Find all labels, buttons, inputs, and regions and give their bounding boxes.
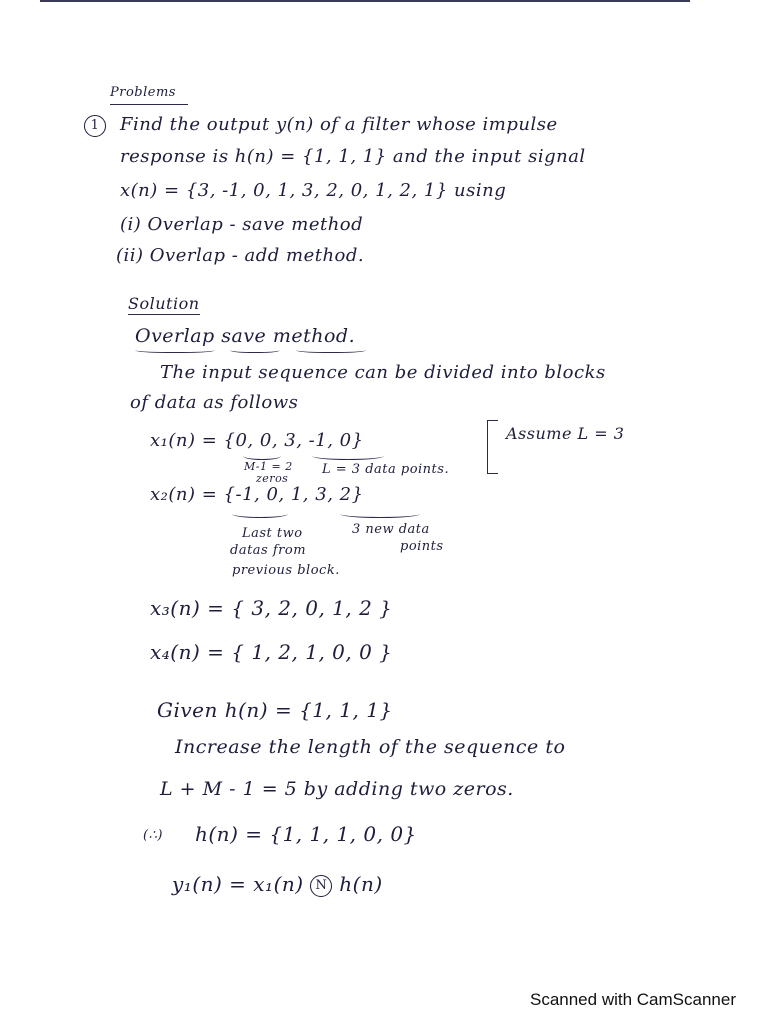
x2-note-datas-from: datas from	[230, 543, 307, 558]
camscanner-watermark: Scanned with CamScanner	[529, 990, 736, 1009]
problem-line-3: x(n) = {3, -1, 0, 1, 3, 2, 0, 1, 2, 1} using	[120, 180, 507, 201]
circular-convolution-symbol: N	[310, 875, 332, 897]
block-x3: x₃(n) = { 3, 2, 0, 1, 2 }	[150, 596, 393, 620]
problem-number-circle: 1	[84, 115, 106, 137]
intro-line-1: The input sequence can be divided into blocks	[160, 362, 606, 383]
brace-last-two	[232, 510, 288, 518]
brace-new-data	[340, 510, 420, 518]
y1-equation	[172, 872, 383, 897]
heading-underline	[110, 104, 188, 105]
x1-note-zeros: zeros	[256, 472, 289, 485]
problem-number	[84, 115, 106, 137]
x2-note-new-data: 3 new data	[352, 522, 430, 537]
problem-part-1: (i) Overlap - save method	[120, 214, 364, 235]
method-title-underline-3	[296, 346, 366, 353]
increase-line-2: L + M - 1 = 5 by adding two zeros.	[160, 778, 514, 800]
brace-zeros	[243, 452, 281, 460]
heading-problems: Problems	[110, 85, 176, 100]
therefore-label: (∴)	[143, 828, 163, 843]
method-title-underline-2	[230, 346, 280, 353]
problem-line-2: response is h(n) = {1, 1, 1} and the input signal	[120, 146, 586, 167]
solution-underline	[128, 314, 200, 315]
given-h: Given h(n) = {1, 1, 1}	[157, 698, 393, 722]
y1-right: h(n)	[339, 872, 383, 896]
brace-data-points	[312, 452, 384, 460]
assume-bracket	[487, 420, 498, 474]
problem-line-1: Find the output y(n) of a filter whose impulse	[120, 114, 558, 135]
intro-line-2: of data as follows	[130, 392, 299, 413]
x1-note-m1: M-1 = 2	[244, 460, 293, 473]
y1-left: y₁(n) = x₁(n)	[172, 872, 304, 896]
assume-note: Assume L = 3	[506, 424, 625, 443]
method-title-underline-1	[135, 346, 215, 353]
problem-part-2: (ii) Overlap - add method.	[116, 245, 365, 266]
method-title: Overlap save method.	[135, 325, 356, 347]
h-padded: h(n) = {1, 1, 1, 0, 0}	[195, 822, 417, 846]
x2-note-previous-block: previous block.	[232, 563, 340, 578]
x2-note-points: points	[400, 539, 444, 554]
block-x4: x₄(n) = { 1, 2, 1, 0, 0 }	[150, 640, 393, 664]
block-x1: x₁(n) = {0, 0, 3, -1, 0}	[150, 430, 364, 451]
solution-label: Solution	[128, 294, 200, 313]
x1-note-data-points: L = 3 data points.	[322, 462, 450, 477]
block-x2: x₂(n) = {-1, 0, 1, 3, 2}	[150, 484, 364, 505]
x2-note-last-two: Last two	[242, 526, 303, 541]
increase-line-1: Increase the length of the sequence to	[175, 736, 566, 758]
